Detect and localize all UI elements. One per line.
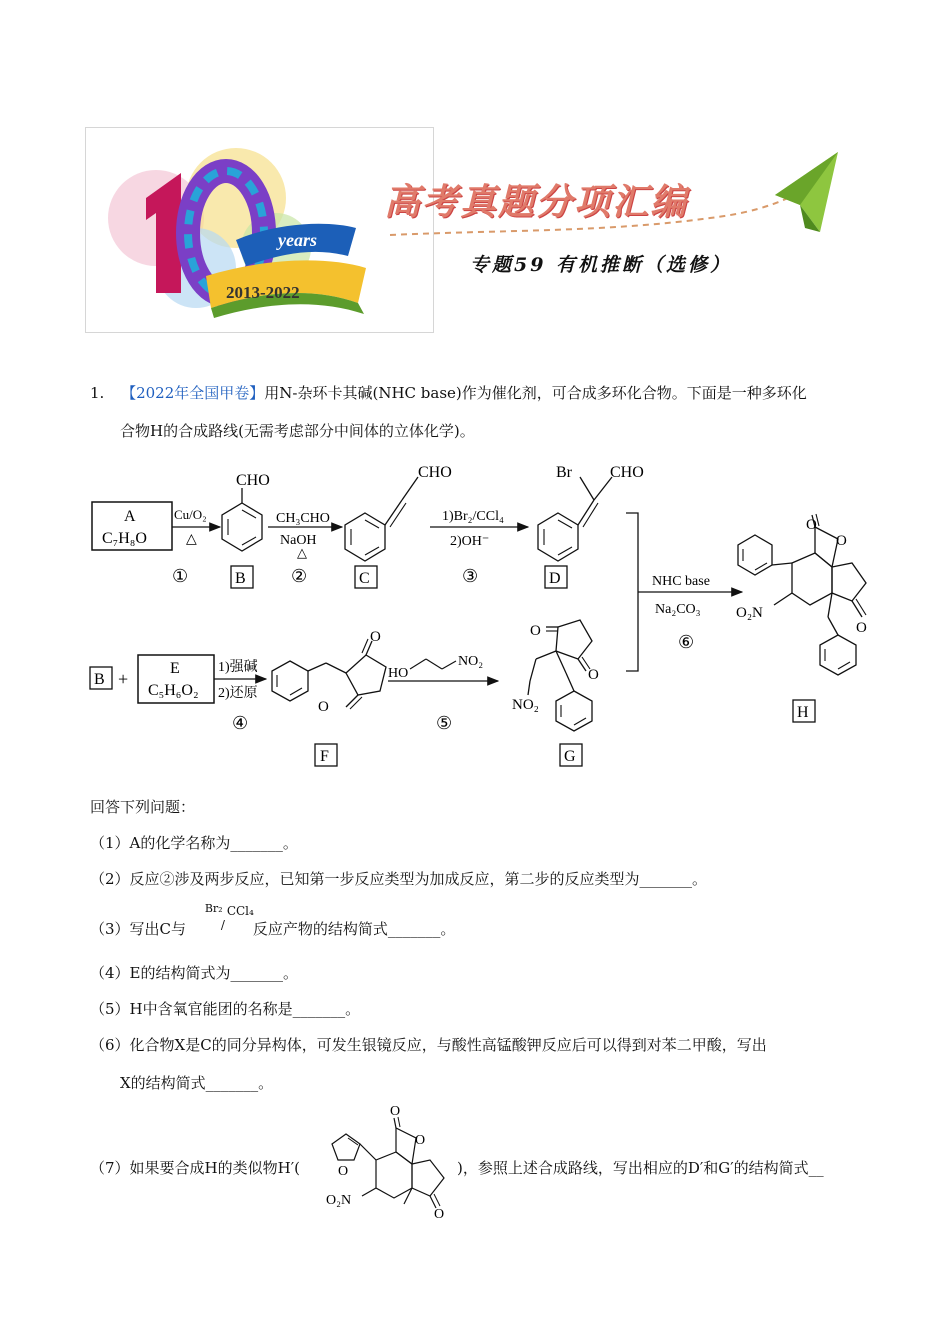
- step6-reagent2: Na₂CO₃: [655, 602, 701, 617]
- step2-condition: △: [297, 545, 307, 560]
- H-prime-structure: [318, 1100, 458, 1220]
- question-7-suffix: )，参照上述合成路线，写出相应的D′和G′的结构简式__: [457, 1159, 824, 1177]
- question-6: （6）化合物X是C的同分异构体，可发生银镜反应，与酸性高锰酸钾反应后可以得到对苯二甲酸，写出: [90, 1036, 767, 1054]
- question-1: （1）A的化学名称为_______。: [90, 834, 298, 852]
- F-o1: O: [370, 629, 381, 645]
- H-o3: O: [856, 620, 867, 636]
- step5-reagent-ho: HO: [388, 666, 409, 681]
- step6-number: ⑥: [678, 632, 695, 652]
- question-3-reagent: [191, 902, 254, 934]
- question-intro-line1: 用N-杂环卡其碱(NHC base)作为催化剂，可合成多环化合物。下面是一种多环化: [264, 384, 807, 402]
- G-o2: O: [588, 667, 599, 683]
- compound-H-structure: [736, 514, 867, 675]
- H-no2: O₂N: [736, 605, 763, 621]
- question-4: （4）E的结构简式为_______。: [90, 964, 298, 982]
- question-source: 【2022年全国甲卷】: [121, 384, 265, 402]
- banner-subtitle: 专题59 有机推断（选修）: [470, 254, 733, 276]
- compound-H-label: H: [797, 704, 809, 721]
- step4-reagent2: 2)还原: [218, 686, 258, 701]
- q3-reagent-ccl4: CCl₄: [226, 904, 254, 918]
- compound-B-structure: [222, 472, 270, 551]
- G-no2: NO₂: [512, 697, 539, 713]
- q3-reagent-top: Br₂: [204, 902, 223, 915]
- question-number: 1.: [90, 384, 105, 402]
- G-o1: O: [530, 623, 541, 639]
- step1-condition: △: [186, 532, 197, 547]
- question-3: [90, 902, 456, 940]
- compound-D-cho: CHO: [610, 464, 644, 481]
- step1-number: ①: [172, 566, 189, 586]
- q7-no2: O₂N: [326, 1193, 352, 1208]
- step4-reagent1: 1)强碱: [218, 660, 258, 675]
- step1-reagent: Cu/O₂: [174, 507, 207, 522]
- compound-B-cho: CHO: [236, 472, 270, 489]
- step3-reagent1: 1)Br₂/CCl₄: [442, 509, 504, 524]
- step2-reagent2: NaOH: [280, 533, 317, 548]
- question-5: （5）H中含氧官能团的名称是_______。: [90, 1000, 361, 1018]
- q7-o-furan: O: [338, 1164, 349, 1179]
- H-o2: O: [836, 533, 847, 549]
- synthesis-scheme: [80, 455, 880, 775]
- banner-title: 高考真题分项汇编: [384, 181, 689, 223]
- compound-A-formula: C₇H₈O: [102, 530, 147, 547]
- step4-number: ④: [232, 713, 249, 733]
- q7-o-ring: O: [415, 1133, 426, 1148]
- q7-o-bottom: O: [434, 1207, 445, 1220]
- question-3-suffix: 反应产物的结构简式_______。: [252, 920, 456, 938]
- answers-intro: 回答下列问题：: [90, 798, 196, 816]
- question-intro-line2: 合物H的合成路线(无需考虑部分中间体的立体化学)。: [120, 422, 475, 440]
- step6-reagent1: NHC base: [652, 574, 710, 589]
- compound-A-label: A: [124, 508, 136, 525]
- compound-G-structure: [512, 620, 599, 731]
- compound-D-label: D: [549, 570, 561, 587]
- step3-number: ③: [462, 566, 479, 586]
- compound-B-label: B: [235, 570, 246, 587]
- question-2: （2）反应②涉及两步反应，已知第一步反应类型为加成反应，第二步的反应类型为_______。: [90, 870, 708, 888]
- q3-reagent-slash: /: [220, 918, 225, 932]
- step2-reagent: CH₃CHO: [276, 511, 330, 526]
- compound-A: [92, 502, 172, 550]
- logo-years-text: years: [278, 230, 317, 250]
- step2-number: ②: [291, 566, 308, 586]
- logo-range-text: 2013-2022: [226, 283, 300, 302]
- compound-F-label: F: [320, 748, 329, 765]
- paper-plane-icon: [775, 152, 838, 232]
- step5-reagent-no2: NO₂: [458, 654, 484, 669]
- compound-C-cho: CHO: [418, 464, 452, 481]
- compound-C-structure: [345, 464, 452, 561]
- compound-D-br: Br: [556, 464, 572, 481]
- step5-number: ⑤: [436, 713, 453, 733]
- compound-G-label: G: [564, 748, 576, 765]
- F-o2: O: [318, 699, 329, 715]
- step3-reagent2: 2)OH⁻: [450, 534, 490, 549]
- compound-C-label: C: [359, 570, 370, 587]
- question-3-prefix: （3）写出C与: [90, 920, 187, 938]
- compound-E-formula: C₅H₆O₂: [148, 682, 199, 699]
- compound-F-structure: [272, 629, 386, 715]
- q7-o-top: O: [390, 1104, 401, 1119]
- question-6-line2: X的结构简式_______。: [120, 1074, 274, 1092]
- question-header: [90, 382, 807, 404]
- compound-B2-label: B: [94, 671, 105, 688]
- plus-sign: +: [118, 669, 129, 689]
- question-7-prefix: （7）如果要合成H的类似物H′(: [90, 1159, 300, 1177]
- compound-E-label: E: [170, 660, 180, 677]
- H-o1: O: [806, 517, 817, 533]
